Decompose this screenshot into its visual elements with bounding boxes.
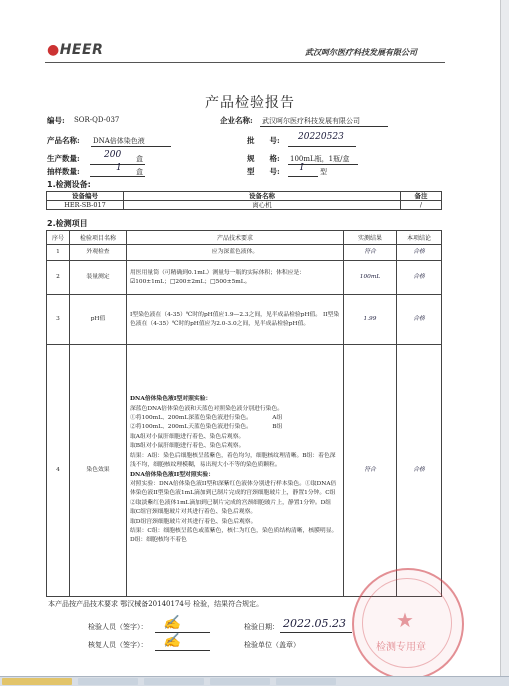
- prod-qty-label: 生产数量:: [47, 154, 80, 163]
- reviewer-label: 核复人员（签字）：: [88, 641, 148, 649]
- taskbar-button[interactable]: [210, 678, 270, 685]
- header-rule: [45, 62, 445, 63]
- items-section-title: 2.检测项目: [47, 219, 88, 228]
- date-value: 2022.05.23: [283, 617, 346, 630]
- header-company-name: 武汉呵尔医疗科技发展有限公司: [305, 47, 417, 57]
- serial-label: 编号:: [47, 116, 65, 125]
- scrollbar[interactable]: [500, 0, 509, 676]
- items-table: [46, 230, 442, 597]
- seal-label: 检验单位（盖章）: [244, 641, 300, 649]
- date-label: 检验日期：: [244, 623, 279, 631]
- standard-note: 本产品按产品技术要求 鄂汉械备20140174号 检验，结果符合规定。: [48, 600, 264, 608]
- taskbar-button[interactable]: [144, 678, 204, 685]
- equipment-section-title: 1.检测设备:: [47, 180, 91, 189]
- batch-value: 20220523: [298, 132, 344, 142]
- enterprise-label: 企业名称:: [220, 116, 253, 125]
- prod-qty-unit: 盒: [136, 155, 143, 163]
- inspector-label: 检验人员（签字）：: [88, 623, 148, 631]
- items-header: 产品技术要求: [127, 231, 344, 245]
- items-header: 本项结论: [397, 231, 442, 245]
- dyeing-requirements: DNA倍体染色液I型对照实验： 深蓝色DNA倍体染色液和天蓝色对照染色液分别进行染色。 ①将100mL、200mL深蓝色染色液进行染色。 A组 ②将100mL、200mL天蓝色染色液进行染色。 B组 取A组对小鼠肝细胞进行着色、染色后观察。 取B组对小鼠肝细胞进行着色、染色后观察。 结果：A组：染色后细胞核呈蓝紫色，着色均匀，细胞核纹理清晰。B组：着色深浅不均，细胞核纹理模糊，易出现大小不等的染色质颗粒。 DNA倍体染色液II型对照实验： 对照实验：DNA倍体染色液II型和深紫红色液体分别进行样本染色。①取DNA倍体染色液II型染色液1mL滴加到已制片完成的宫颈细胞玻片上，静置1分钟。C组 ②取淡紫红色液体1mL滴加到已制片完成的宫颈细胞玻片上，静置1分钟。D组 取C组宫颈细胞玻片对其进行着色、染色后观察。 取D组宫颈细胞玻片对其进行着色、染色后观察。 结果：C组：细胞核呈蓝色或蓝紫色，核仁为红色，染色质结构清晰，核膜明显。D组：细胞核均不着色: [127, 345, 344, 597]
- reviewer-signature: ✍: [163, 633, 181, 649]
- items-header: 检验项目名称: [70, 231, 127, 245]
- product-label: 产品名称:: [47, 136, 80, 145]
- equipment-header: 设备编号: [47, 192, 124, 201]
- table-row: 2 装量测定 用医用量筒（可精确到0.1mL）测量每一瓶的实际体积；体积应是：☑100±1mL；□200±2mL；□500±5mL。 100mL 合格: [47, 261, 442, 295]
- sample-qty-unit: 盒: [136, 168, 143, 176]
- page-title: 产品检验报告: [205, 95, 295, 111]
- inspection-seal: ★ 检测专用章: [352, 568, 464, 676]
- table-row: 4 染色效果 DNA倍体染色液I型对照实验： 深蓝色DNA倍体染色液和天蓝色对照染色液分别进行染色。 ①将100mL、200mL深蓝色染色液进行染色。 A组 ②将100mL、200mL天蓝色染色液进行染色。 B组 取A组对小鼠肝细胞进行着色、染色后观察。 取B组对小鼠肝细胞进行着色、染色后观察。 结果：A组：染色后细胞核呈蓝紫色，着色均匀，细胞核纹理清晰。B组：着色深浅不均，细胞核纹理模糊，易出现大小不等的染色质颗粒。 DNA倍体染色液II型对照实验： 对照实验：DNA倍体染色液II型和深紫红色液体分别进行样本染色。①取DNA倍体染色液II型染色液1mL滴加到已制片完成的宫颈细胞玻片上，静置1分钟。C组 ②取淡紫红色液体1mL滴加到已制片完成的宫颈细胞玻片上，静置1分钟。D组 取C组宫颈细胞玻片对其进行着色、染色后观察。 取D组宫颈细胞玻片对其进行着色、染色后观察。 结果：C组：细胞核呈蓝色或蓝紫色，核仁为红色，染色质结构清晰，核膜明显。D组：细胞核均不着色 符合 合格: [47, 345, 442, 597]
- company-logo: ●HEER: [47, 42, 104, 58]
- equipment-table: [46, 191, 442, 210]
- inspector-signature: ✍: [163, 615, 181, 631]
- taskbar-button[interactable]: [2, 678, 72, 685]
- equipment-header: 设备名称: [124, 192, 401, 201]
- equipment-header: 备注: [401, 192, 442, 201]
- items-header: 序号: [47, 231, 70, 245]
- enterprise-value: 武汉呵尔医疗科技发展有限公司: [262, 117, 360, 125]
- spec-label: 规 格:: [247, 154, 280, 163]
- batch-label: 批 号:: [247, 136, 280, 145]
- product-value: DNA倍体染色液: [93, 137, 145, 145]
- taskbar-button[interactable]: [78, 678, 138, 685]
- sample-qty-value: 1: [116, 163, 122, 173]
- prod-qty-value: 200: [104, 150, 122, 160]
- model-unit: 型: [320, 168, 327, 176]
- table-row: 3 pH值 I型染色液在（4-35）℃时的pH值应1.9—2.3之间，见半成品检验pH值。 II型染色液在（4-35）℃时的pH值应为2.0-3.0之间，见半成品检验pH值。 1.99 合格: [47, 295, 442, 345]
- items-header: 实测结果: [344, 231, 397, 245]
- table-row: HER-SB-017 离心机 /: [47, 201, 442, 210]
- table-row: 1 外观检查 应为深蓝色液体。 符合 合格: [47, 245, 442, 261]
- spec-value: 100mL瓶，1瓶/盒: [290, 155, 350, 163]
- model-value: I: [300, 163, 304, 173]
- sample-qty-label: 抽样数量:: [47, 167, 80, 176]
- taskbar-button[interactable]: [276, 678, 336, 685]
- model-label: 型 号:: [247, 167, 280, 176]
- serial-value: SOR-QD-037: [74, 116, 120, 124]
